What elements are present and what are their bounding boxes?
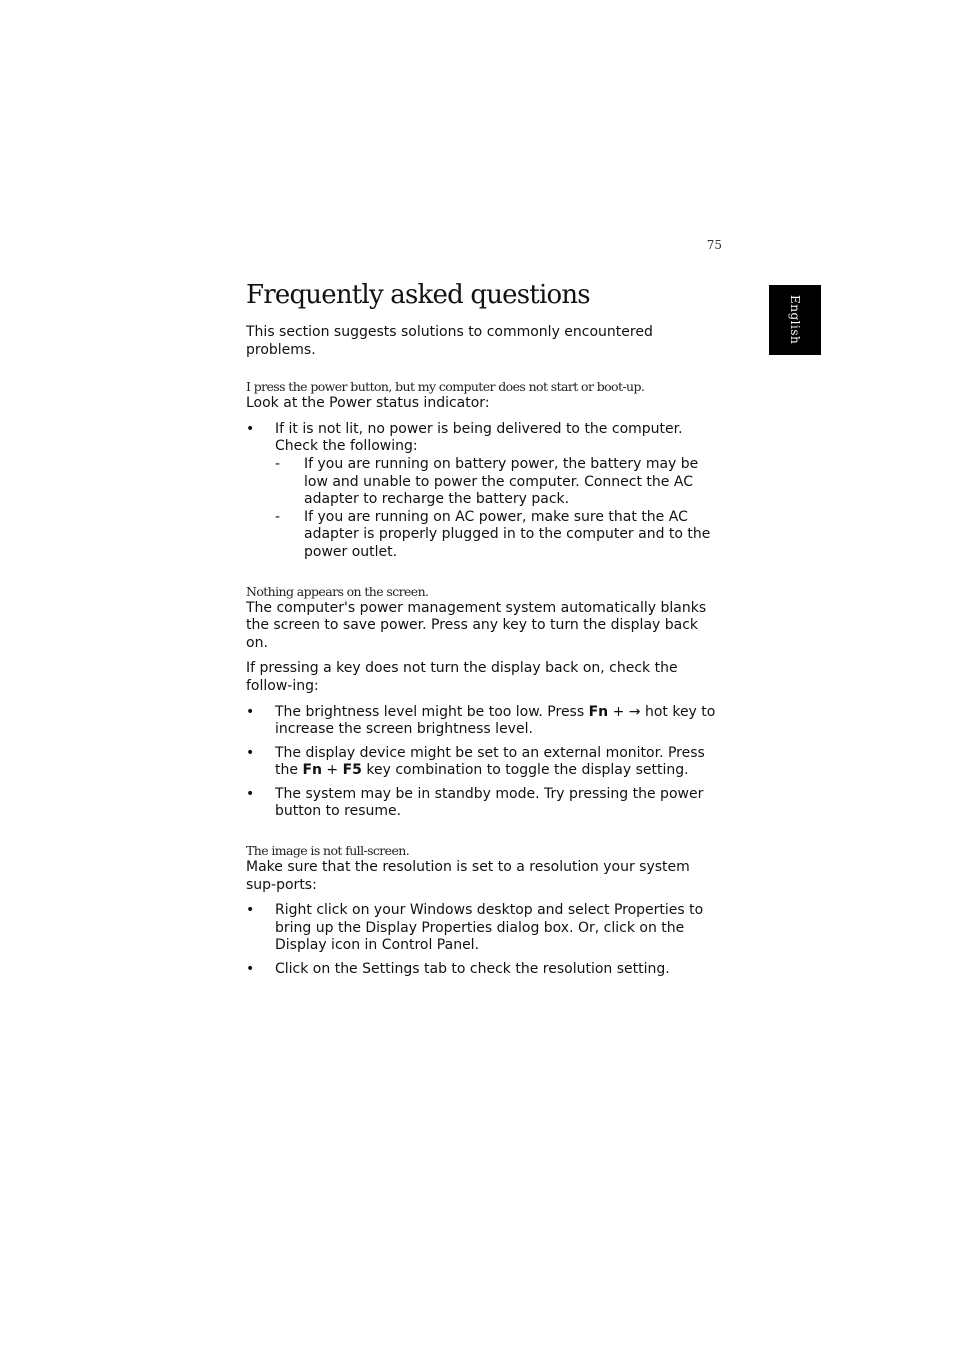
list-item: • Right click on your Windows desktop and select Properties to bring up the Display Properties dialog box. Or, click on the Display icon in Control Panel. (246, 902, 722, 955)
list-item: • The system may be in standby mode. Try pressing the power button to resume. (246, 786, 722, 821)
sub-list-item: - If you are running on battery power, the battery may be low and unable to power the computer. Connect the AC adapter to recharge the battery pack. (275, 456, 722, 509)
answer-text: Look at the Power status indicator: (246, 395, 490, 412)
question-heading: Nothing appears on the screen. (246, 583, 429, 599)
list-item-text: If it is not lit, no power is being delivered to the computer. Check the following: (275, 420, 683, 455)
list-item (246, 745, 722, 780)
list-item-text: The display device might be set to an external monitor. Press the (275, 744, 705, 779)
key-fn: Fn (302, 762, 322, 779)
list-item-text: + → hot key to increase the screen brightness level. (275, 703, 716, 738)
list-item-text: The brightness level might be too low. Press (275, 703, 589, 720)
sub-list-item: - If you are running on AC power, make sure that the AC adapter is properly plugged in to the computer and to the power outlet. (275, 509, 722, 562)
question-heading: The image is not full-screen. (246, 843, 410, 859)
language-tab (769, 285, 821, 355)
bullet-list (246, 704, 722, 822)
question-heading: I press the power button, but my computer does not start or boot-up. (246, 379, 645, 395)
list-item (246, 421, 722, 562)
key-fn: Fn (588, 703, 609, 720)
list-item: • Click on the Settings tab to check the resolution setting. (246, 961, 722, 979)
list-item-text: key combination to toggle the display setting. (361, 762, 689, 779)
answer-text: Make sure that the resolution is set to a resolution your system sup-ports: (246, 859, 690, 893)
bullet-list (246, 902, 722, 978)
answer-text: The computer's power management system automatically blanks the screen to save power. Press any key to turn the display back on. (246, 599, 707, 651)
section-intro: This section suggests solutions to commonly encountered problems. (246, 324, 653, 358)
page-number: 75 (706, 238, 722, 252)
sub-list (275, 456, 722, 562)
page-content (246, 276, 722, 985)
answer-text: If pressing a key does not turn the display back on, check the follow-ing: (246, 660, 678, 694)
list-item (246, 704, 722, 739)
bullet-list (246, 421, 722, 562)
plus-sign: + (321, 762, 343, 779)
section-title: Frequently asked questions (246, 280, 590, 310)
key-f5: F5 (342, 762, 362, 779)
language-tab-label: English (788, 295, 802, 345)
